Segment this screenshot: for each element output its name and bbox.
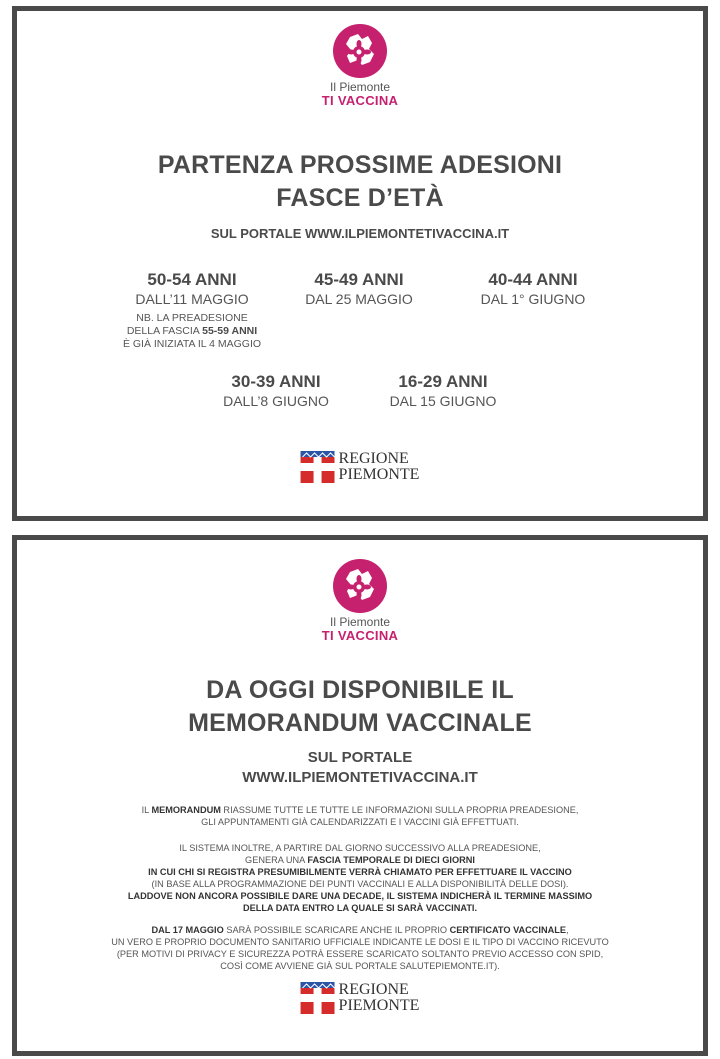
age-start-date: DAL 1° GIUGNO bbox=[480, 291, 586, 307]
regione-piemonte-logo bbox=[301, 451, 420, 483]
portal-subtitle bbox=[17, 748, 703, 788]
title-line-2: FASCE D’ETÀ bbox=[276, 184, 444, 212]
poster-memorandum bbox=[12, 535, 708, 1056]
paragraph-memorandum bbox=[57, 804, 663, 828]
poster-title bbox=[17, 149, 703, 215]
title-line-2: MEMORANDUM VACCINALE bbox=[188, 709, 532, 737]
note-line-3: È GIÀ INIZIATA IL 4 MAGGIO bbox=[122, 338, 262, 350]
age-label: 40-44 ANNI bbox=[488, 270, 578, 289]
para2-line3 bbox=[57, 866, 663, 878]
para2-line6-bold: DELLA DATA ENTRO LA QUALE SI SARÀ VACCINATI. bbox=[242, 903, 478, 913]
para1-pre: IL bbox=[141, 805, 152, 815]
logo-text-ti-vaccina: TI VACCINA bbox=[321, 93, 399, 108]
para3-line3: (PER MOTIVI DI PRIVACY E SICUREZZA POTRÀ ESSERE SCARICATO SOLTANTO PREVIO ACCESSO CON SPID, bbox=[116, 949, 604, 959]
para1-rest: RIASSUME TUTTE LE TUTTE LE INFORMAZIONI SULLA PROPRIA PREADESIONE, bbox=[220, 805, 579, 815]
age-group-30-39 bbox=[186, 371, 366, 411]
regione-piemonte-text bbox=[339, 451, 420, 483]
poster-age-groups bbox=[12, 6, 708, 521]
piemonte-map-icon bbox=[332, 23, 388, 79]
age-group-45-49 bbox=[269, 269, 449, 309]
para3-cert-bold: CERTIFICATO VACCINALE bbox=[449, 925, 566, 935]
piemonte-map-icon bbox=[332, 558, 388, 614]
note-line-2-text: DELLA FASCIA bbox=[126, 325, 203, 337]
age-start-date: DALL’8 GIUGNO bbox=[223, 393, 329, 409]
age-label: 16-29 ANNI bbox=[398, 372, 488, 391]
regione-piemonte-crest-icon bbox=[301, 451, 335, 483]
regione-text-line2: PIEMONTE bbox=[338, 466, 420, 483]
para3-line2: UN VERO E PROPRIO DOCUMENTO SANITARIO UFFICIALE INDICANTE LE DOSI E IL TIPO DI VACCINO RICEVUTO bbox=[111, 937, 609, 947]
para1-line2: GLI APPUNTAMENTI GIÀ CALENDARIZZATI E I VACCINI GIÀ EFFETTUATI. bbox=[201, 817, 519, 827]
para3-date-bold: DAL 17 MAGGIO bbox=[151, 925, 224, 935]
logo-text-ti-vaccina: TI VACCINA bbox=[321, 628, 399, 643]
age-group-50-54 bbox=[102, 269, 282, 351]
para1-line1 bbox=[57, 804, 663, 816]
il-piemonte-ti-vaccina-logo bbox=[305, 558, 415, 643]
portal-subtitle: SUL PORTALE WWW.ILPIEMONTETIVACCINA.IT bbox=[210, 226, 510, 241]
para2-line2-pre: GENERA UNA bbox=[245, 855, 308, 865]
regione-piemonte-logo bbox=[301, 982, 420, 1014]
regione-text-line1: REGIONE bbox=[338, 450, 409, 467]
para2-line6 bbox=[57, 902, 663, 914]
subtitle-line-2: WWW.ILPIEMONTETIVACCINA.IT bbox=[242, 769, 478, 786]
age-group-16-29 bbox=[353, 371, 533, 411]
regione-piemonte-text bbox=[339, 982, 420, 1014]
para2-line5-bold: LADDOVE NON ANCORA POSSIBILE DARE UNA DECADE, IL SISTEMA INDICHERÀ IL TERMINE MASSIMO bbox=[127, 891, 593, 901]
para2-line5 bbox=[57, 890, 663, 902]
age-label: 50-54 ANNI bbox=[147, 270, 237, 289]
poster-title bbox=[17, 674, 703, 740]
regione-text-line2: PIEMONTE bbox=[338, 997, 420, 1014]
il-piemonte-ti-vaccina-logo bbox=[305, 23, 415, 108]
age-start-date: DALL’11 MAGGIO bbox=[135, 291, 249, 307]
regione-piemonte-crest-icon bbox=[301, 982, 335, 1014]
note-line-1: NB. LA PREADESIONE bbox=[136, 312, 248, 324]
note-line-2 bbox=[102, 325, 282, 338]
paragraph-fascia-temporale bbox=[57, 842, 663, 914]
age-label: 30-39 ANNI bbox=[231, 372, 321, 391]
para1-bold: MEMORANDUM bbox=[151, 805, 221, 815]
para2-line3-bold: IN CUI CHI SI REGISTRA PRESUMIBILMENTE VERRÀ CHIAMATO PER EFFETTUARE IL VACCINO bbox=[148, 867, 572, 877]
regione-text-line1: REGIONE bbox=[338, 981, 409, 998]
age-start-date: DAL 15 GIUGNO bbox=[389, 393, 497, 409]
para2-line4: (IN BASE ALLA PROGRAMMAZIONE DEI PUNTI VACCINALI E ALLA DISPONIBILITÀ DELLE DOSI). bbox=[151, 879, 569, 889]
age-start-date: DAL 25 MAGGIO bbox=[305, 291, 413, 307]
logo-text-il-piemonte: Il Piemonte bbox=[329, 80, 391, 94]
title-line-1: PARTENZA PROSSIME ADESIONI bbox=[157, 151, 563, 179]
paragraph-certificato bbox=[57, 924, 663, 972]
title-line-1: DA OGGI DISPONIBILE IL bbox=[206, 676, 514, 704]
subtitle-line-1: SUL PORTALE bbox=[307, 749, 413, 766]
para2-line2-bold: FASCIA TEMPORALE DI DIECI GIORNI bbox=[307, 855, 475, 865]
para2-line1: IL SISTEMA INOLTRE, A PARTIRE DAL GIORNO SUCCESSIVO ALLA PREADESIONE, bbox=[179, 843, 541, 853]
age-group-40-44 bbox=[443, 269, 623, 309]
para3-end: , bbox=[565, 925, 569, 935]
para2-line2 bbox=[57, 854, 663, 866]
preadhesion-note bbox=[102, 312, 282, 351]
para3-line4: COSÌ COME AVVIENE GIÀ SUL PORTALE SALUTEPIEMONTE.IT). bbox=[220, 961, 500, 971]
logo-text-il-piemonte: Il Piemonte bbox=[329, 615, 391, 629]
para3-line1 bbox=[57, 924, 663, 936]
age-label: 45-49 ANNI bbox=[314, 270, 404, 289]
note-line-2-bold: 55-59 ANNI bbox=[202, 325, 258, 337]
para3-mid: SARÀ POSSIBILE SCARICARE ANCHE IL PROPRIO bbox=[223, 925, 450, 935]
